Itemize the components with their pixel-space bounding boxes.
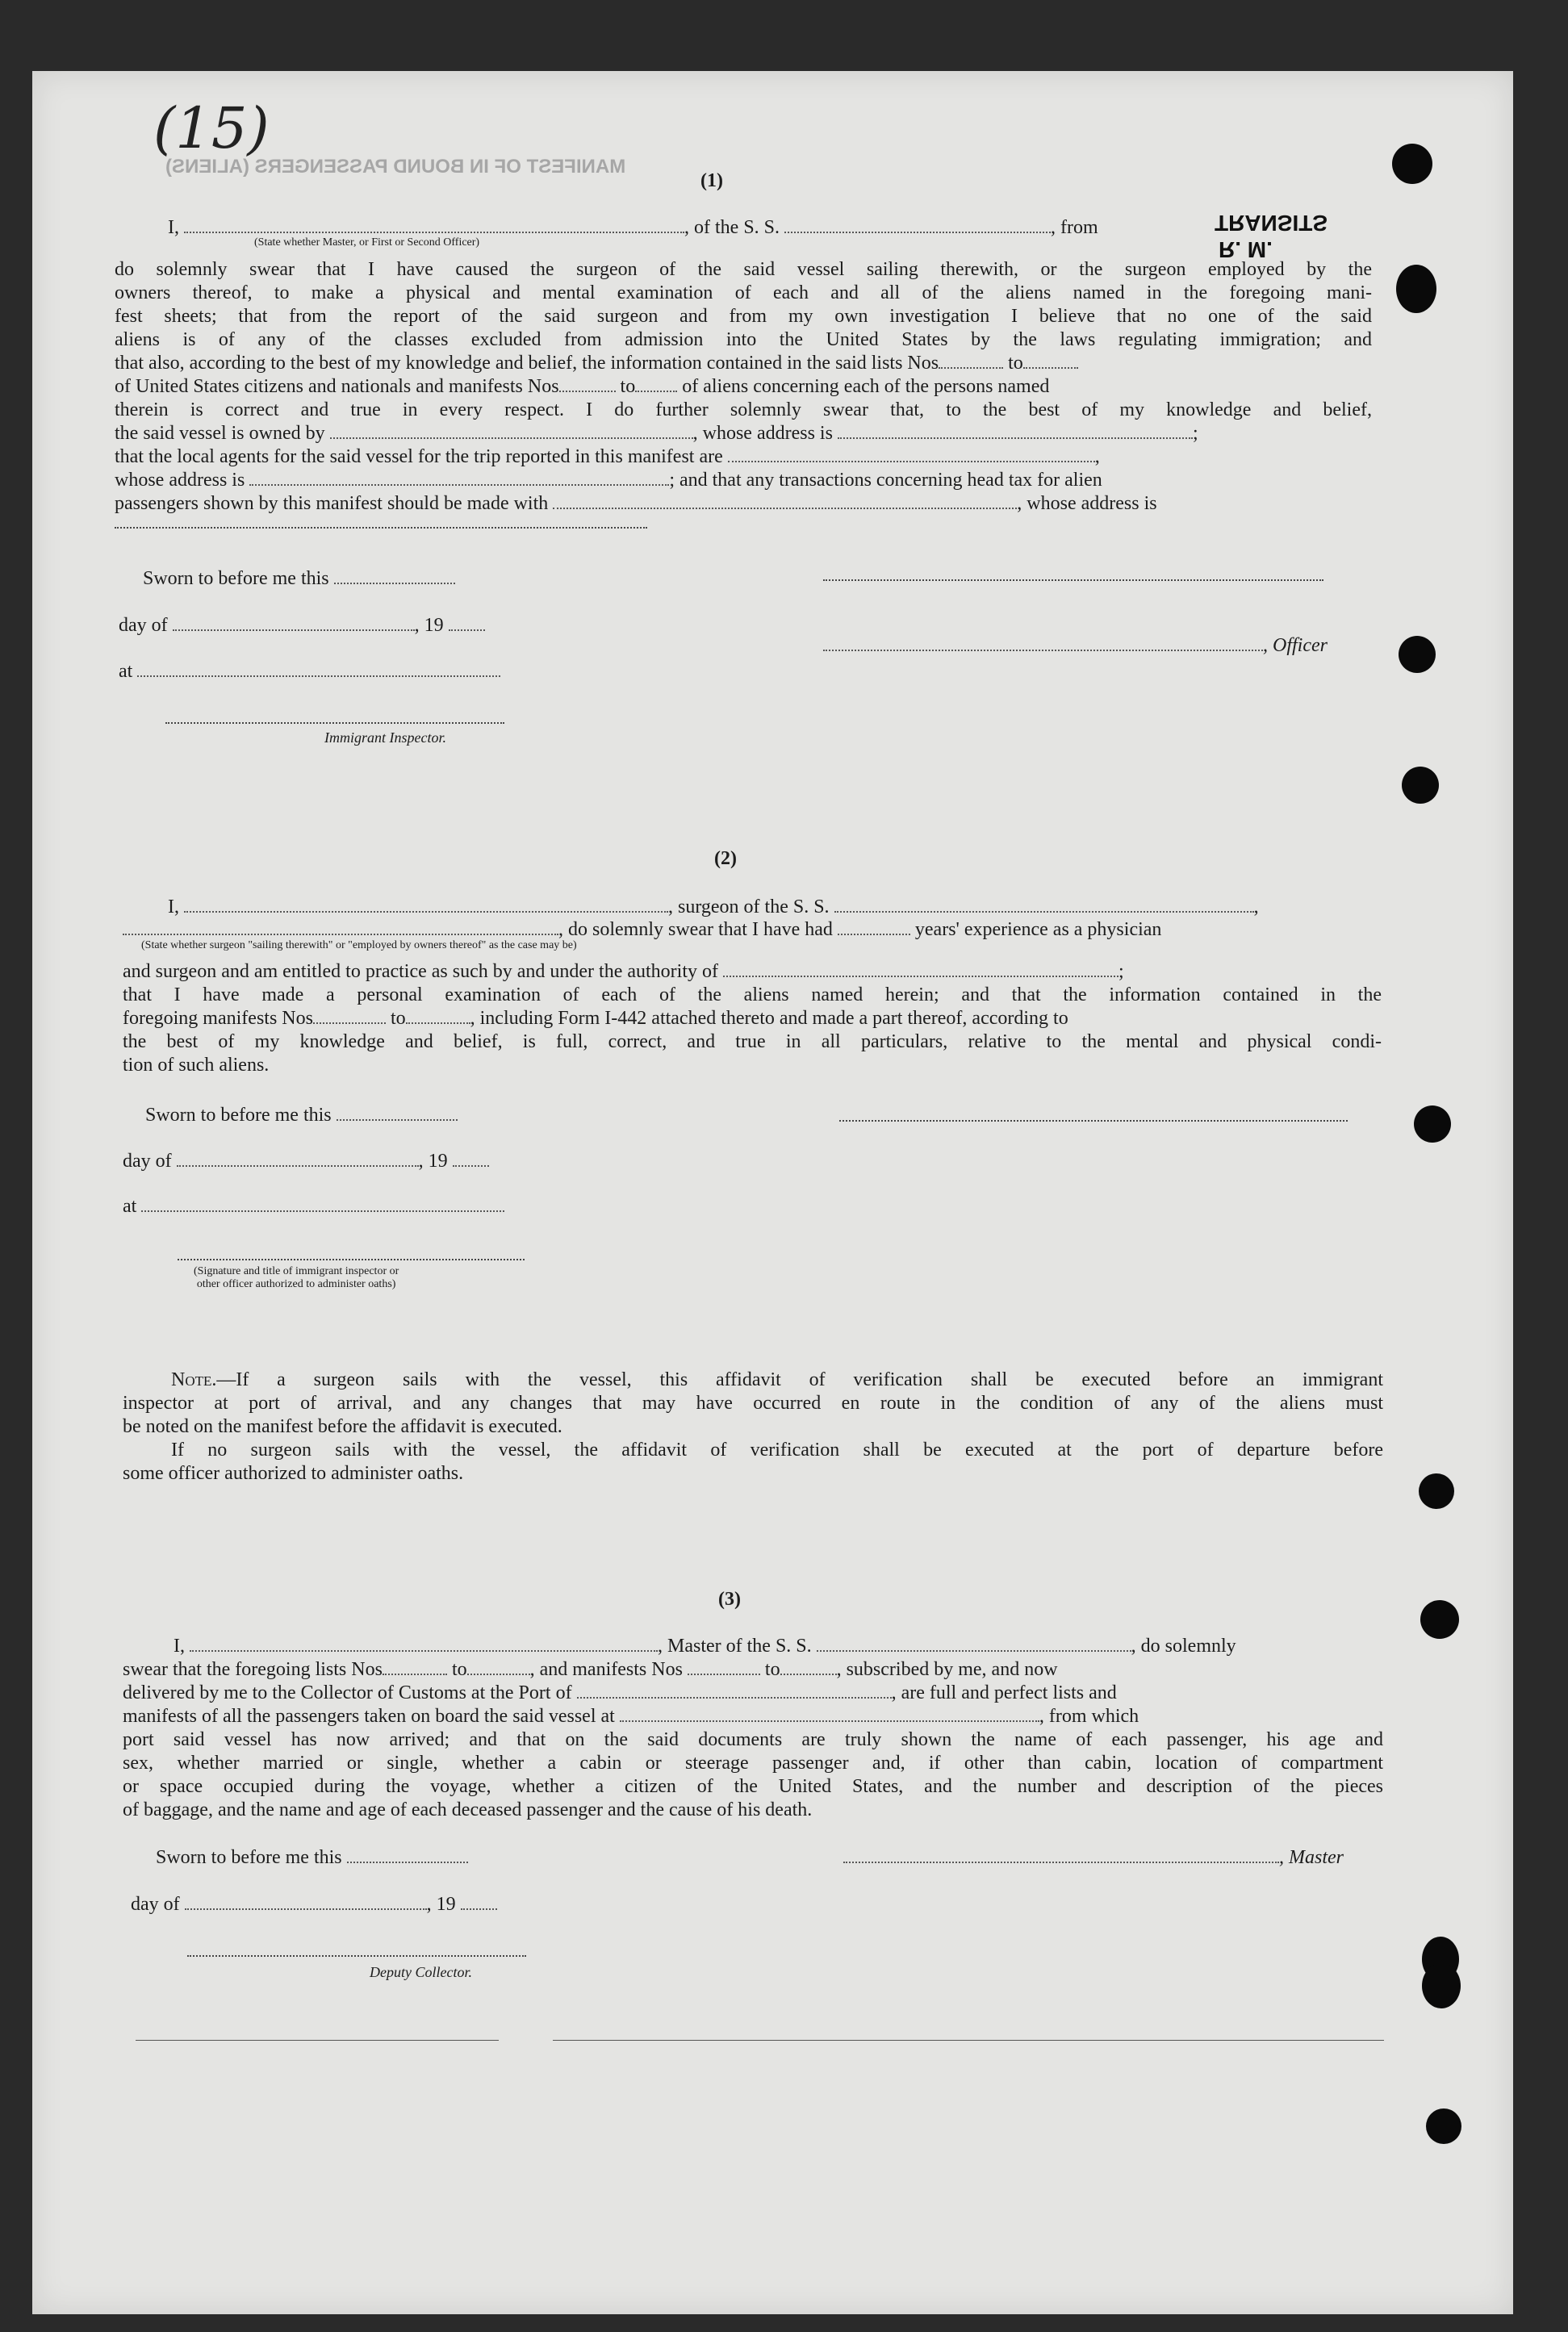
s1-officer-signature-blank[interactable] — [823, 648, 1263, 651]
s3-p4: port said vessel has now arrived; and that on the said documents are truly shown the name of each passenger, his age and — [123, 1729, 1383, 1750]
s2-surgeon-signature-line[interactable] — [839, 1120, 1348, 1122]
s1-year-blank[interactable] — [449, 628, 485, 631]
binder-hole-4 — [1402, 767, 1439, 804]
s1-blank-line[interactable] — [823, 579, 1323, 581]
section-3-number: (3) — [718, 1589, 741, 1610]
s3-vessel-blank[interactable] — [817, 1649, 1131, 1652]
s3-sworn-day-blank[interactable] — [347, 1860, 468, 1863]
s3-p7: of baggage, and the name and age of each deceased passenger and the cause of his death. — [123, 1799, 813, 1820]
bottom-rule-right — [553, 2040, 1384, 2041]
s3-master-signature-blank[interactable] — [843, 1860, 1279, 1863]
s2-month-blank[interactable] — [177, 1164, 419, 1167]
s2-sig-caption: (Signature and title of immigrant inspector or other officer authorized to administer oaths) — [194, 1265, 399, 1290]
bottom-rule-left — [136, 2040, 499, 2041]
manifest-affidavit-page — [32, 71, 1513, 2314]
s3-master-sig: , Master — [843, 1846, 1344, 1870]
s3-list-from-blank[interactable] — [383, 1672, 447, 1675]
s3-port-blank[interactable] — [577, 1695, 892, 1699]
s3-year-blank[interactable] — [461, 1907, 497, 1910]
s1-p8: the said vessel is owned by , whose address is ; — [115, 423, 1198, 444]
s2-manifest-to-blank[interactable] — [406, 1021, 470, 1024]
s3-body — [123, 1658, 1383, 1822]
s2-p4: the best of my knowledge and belief, is full, correct, and true in all particulars, relative to the mental and physical condi- — [123, 1031, 1382, 1052]
binder-hole-10 — [1426, 2108, 1461, 2144]
s1-manifest-from-blank[interactable] — [559, 389, 616, 392]
s1-caption: (State whether Master, or First or Second Officer) — [254, 236, 480, 249]
s1-p4: aliens is of any of the classes excluded from admission into the United States by the laws regulating immigration; and — [115, 329, 1372, 350]
s1-p11: passengers shown by this manifest should be made with , whose address is — [115, 493, 1157, 514]
bleed-through-heading: MANIFEST OF IN BOUND PASSENGERS (ALIENS) — [165, 156, 626, 178]
s1-list-from-blank[interactable] — [939, 366, 1003, 369]
s1-inspector-signature-line[interactable] — [165, 722, 504, 724]
s1-p2: owners thereof, to make a physical and mental examination of each and all of the aliens named in the foregoing mani- — [115, 282, 1372, 303]
s1-agents-address-blank[interactable] — [249, 483, 669, 486]
s2-caption: (State whether surgeon "sailing therewith" or "employed by owners thereof" as the case may be) — [141, 939, 577, 951]
s3-list-to-blank[interactable] — [467, 1672, 530, 1675]
s2-note1: —If a surgeon sails with the vessel, this affidavit of verification shall be executed before an immigrant — [216, 1369, 1383, 1390]
s1-dayof: day of , 19 — [119, 614, 485, 637]
s1-sworn-day-blank[interactable] — [334, 581, 455, 584]
s1-body — [115, 258, 1372, 516]
s2-line2: , do solemnly swear that I have had years' experience as a physician — [123, 918, 1161, 942]
s1-from: , from — [1051, 217, 1098, 238]
s2-at-blank[interactable] — [141, 1209, 504, 1212]
s3-p6: or space occupied during the voyage, whether a citizen of the United States, and the number and description of the pieces — [123, 1776, 1383, 1797]
s3-manifest-from-blank[interactable] — [688, 1672, 760, 1675]
s2-years-blank[interactable] — [838, 932, 910, 935]
s3-month-blank[interactable] — [185, 1907, 427, 1910]
s2-p3: foregoing manifests Nos to , including Form I-442 attached thereto and made a part thereof, according to — [123, 1008, 1068, 1029]
s1-at: at — [119, 660, 500, 683]
s1-p7: therein is correct and true in every respect. I do further solemnly swear that, to the best of my knowledge and belief, — [115, 399, 1372, 420]
binder-hole-9 — [1422, 1963, 1461, 2008]
s1-at-blank[interactable] — [137, 674, 500, 677]
s2-note5: some officer authorized to administer oaths. — [123, 1463, 464, 1484]
section-1-number: (1) — [700, 170, 723, 191]
s1-p10: whose address is ; and that any transactions concerning head tax for alien — [115, 470, 1102, 491]
s2-surgeon-name-blank[interactable] — [184, 909, 668, 913]
s3-dayof: day of , 19 — [131, 1893, 497, 1916]
s1-owner-address-blank[interactable] — [838, 436, 1193, 439]
binder-hole-2 — [1396, 265, 1436, 313]
s1-p9: that the local agents for the said vessel for the trip reported in this manifest are , — [115, 446, 1100, 467]
s3-collector-signature-line[interactable] — [187, 1955, 526, 1957]
s1-headtax-blank[interactable] — [553, 506, 1017, 509]
s3-p5: sex, whether married or single, whether a cabin or steerage passenger and, if other than cabin, location of compartment — [123, 1753, 1383, 1774]
s3-collector-label: Deputy Collector. — [370, 1964, 472, 1980]
s2-at: at — [123, 1195, 504, 1218]
binder-hole-3 — [1399, 636, 1436, 673]
s3-p1: swear that the foregoing lists Nos to , and manifests Nos to , subscribed by me, and now — [123, 1659, 1058, 1680]
s2-dayof: day of , 19 — [123, 1150, 489, 1173]
s1-vessel-blank[interactable] — [784, 230, 1051, 233]
s1-sworn: Sworn to before me this — [143, 567, 455, 591]
section-2-number: (2) — [714, 848, 737, 869]
s1-officer-name-blank[interactable] — [184, 230, 684, 233]
s2-authority-blank[interactable] — [723, 974, 1119, 977]
s1-officer-sig: , Officer — [823, 634, 1328, 658]
s1-p6: of United States citizens and nationals and manifests Nos to of aliens concerning each of the persons named — [115, 376, 1050, 397]
s2-vessel-blank[interactable] — [834, 909, 1254, 913]
binder-hole-5 — [1414, 1105, 1451, 1143]
s3-departure-blank[interactable] — [620, 1719, 1039, 1722]
s2-sworn: Sworn to before me this — [145, 1104, 458, 1127]
s2-note4: If no surgeon sails with the vessel, the affidavit of verification shall be executed at the port of departure before — [171, 1440, 1383, 1461]
s1-p3: fest sheets; that from the report of the said surgeon and from my own investigation I believe that no one of the said — [115, 306, 1372, 327]
s2-p1: and surgeon and am entitled to practice as such by and under the authority of ; — [123, 961, 1124, 982]
s1-manifest-to-blank[interactable] — [635, 389, 677, 392]
s2-note — [123, 1369, 1383, 1486]
binder-hole-7 — [1420, 1600, 1459, 1639]
s2-manifest-from-blank[interactable] — [313, 1021, 386, 1024]
s1-month-blank[interactable] — [173, 628, 415, 631]
transit-stamp: TRANSITS — [1215, 211, 1328, 236]
s2-note-label: Note. — [171, 1369, 217, 1390]
s2-note2: inspector at port of arrival, and any changes that may have occurred en route in the condition of any of the aliens must — [123, 1393, 1383, 1414]
s1-agents-blank[interactable] — [728, 459, 1095, 462]
binder-hole-1 — [1392, 144, 1432, 184]
s2-signature-line[interactable] — [178, 1259, 525, 1260]
s1-list-to-blank[interactable] — [1023, 366, 1078, 369]
rm-stamp: R. M. — [1219, 237, 1273, 262]
s3-line1: I, , Master of the S. S. , do solemnly — [174, 1636, 1236, 1657]
s1-owner-blank[interactable] — [330, 436, 693, 439]
s3-manifest-to-blank[interactable] — [780, 1672, 837, 1675]
s2-line1: I, , surgeon of the S. S. , — [168, 896, 1259, 917]
binder-hole-6 — [1419, 1473, 1454, 1509]
s3-p2: delivered by me to the Collector of Customs at the Port of , are full and perfect lists and — [123, 1682, 1117, 1703]
s1-p5: that also, according to the best of my knowledge and belief, the information contained in the said lists Nos to — [115, 352, 1372, 375]
s2-note3: be noted on the manifest before the affidavit is executed. — [123, 1416, 562, 1437]
s3-p3: manifests of all the passengers taken on board the said vessel at , from which — [123, 1706, 1139, 1727]
s2-body — [123, 960, 1382, 1077]
s2-surgeon-status-blank[interactable] — [123, 932, 558, 935]
s1-inspector-label: Immigrant Inspector. — [324, 729, 446, 746]
s2-p5: tion of such aliens. — [123, 1055, 270, 1076]
s2-sworn-day-blank[interactable] — [337, 1118, 458, 1121]
s1-i: I, — [168, 217, 179, 238]
s3-sworn: Sworn to before me this — [156, 1846, 468, 1870]
s1-of-ss: , of the S. S. — [684, 217, 780, 238]
handwritten-page-number: (15) — [153, 95, 270, 161]
s1-address-continuation-line — [115, 527, 647, 529]
s1-p1: do solemnly swear that I have caused the surgeon of the said vessel sailing therewith, or the surgeon employed by the — [115, 259, 1372, 280]
s2-year-blank[interactable] — [453, 1164, 489, 1167]
s3-master-name-blank[interactable] — [190, 1649, 658, 1652]
s2-p2: that I have made a personal examination of each of the aliens named herein; and that the information contained in the — [123, 984, 1382, 1005]
